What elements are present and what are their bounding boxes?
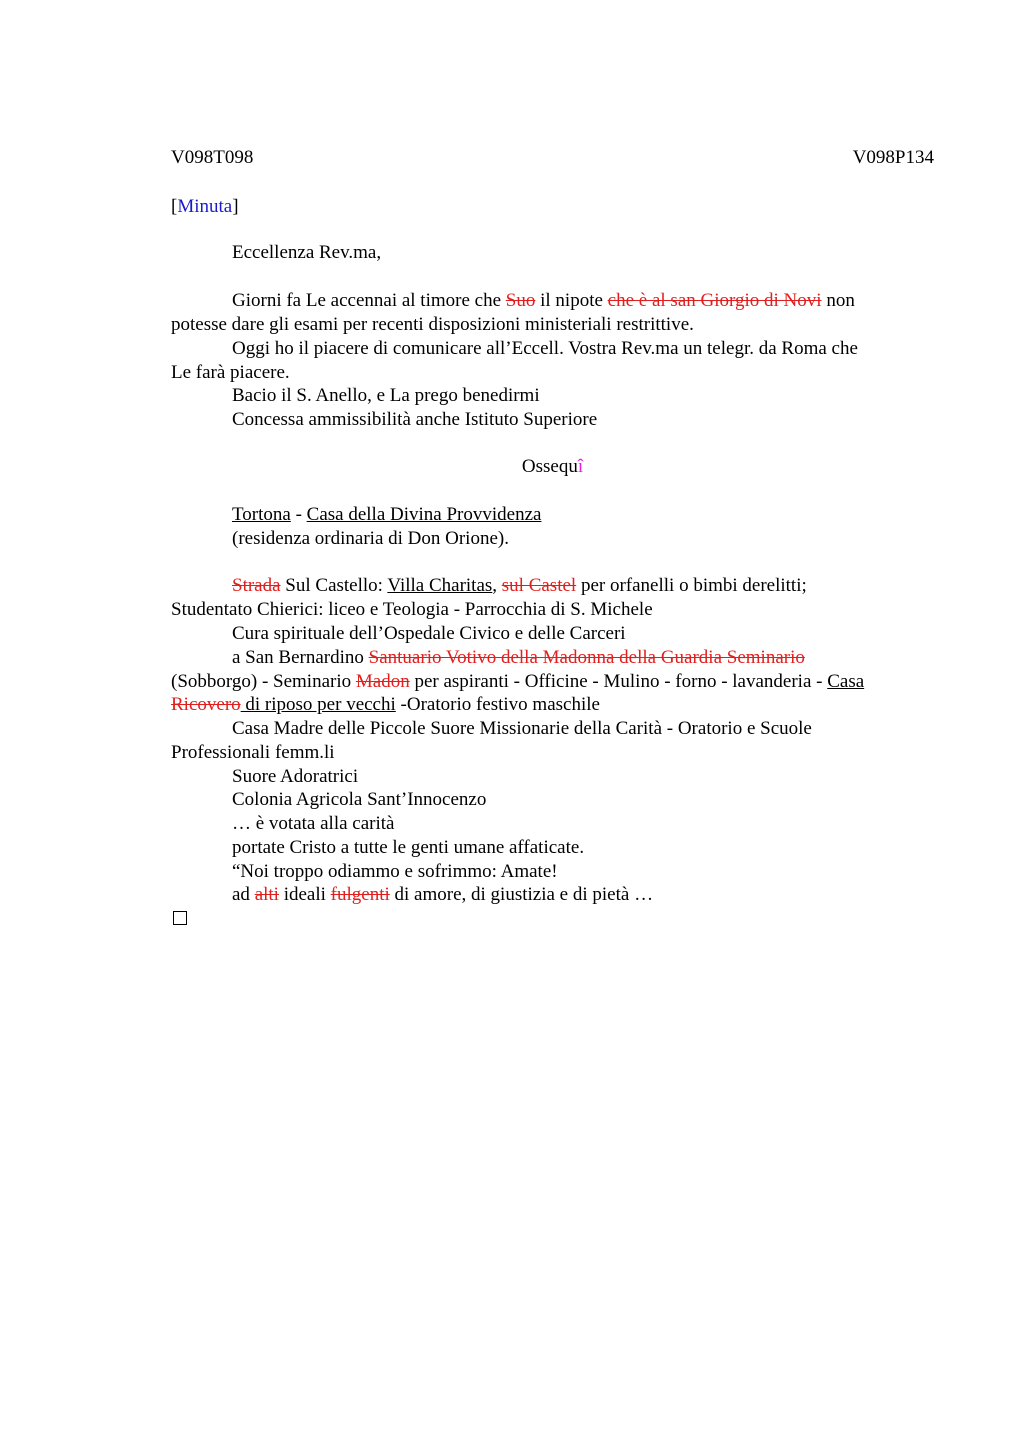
list-line-10: Colonia Agricola Sant’Innocenzo	[232, 789, 487, 810]
paragraph-2-line-2: Le farà piacere.	[171, 362, 290, 383]
end-box-icon	[173, 911, 187, 925]
list-line-2: Studentato Chierici: liceo e Teologia - Parrocchia di S. Michele	[171, 599, 653, 620]
list-line-11: … è votata alla carità	[232, 813, 395, 834]
list-line-7: Casa Madre delle Piccole Suore Missionarie della Carità - Oratorio e Scuole	[232, 718, 812, 739]
list-line-8: Professionali femm.li	[171, 742, 335, 763]
minuta-tag: [Minuta]	[171, 196, 239, 217]
salutation: Eccellenza Rev.ma,	[232, 242, 382, 263]
list-line-5: (Sobborgo) - Seminario Madon per aspiranti - Officine - Mulino - forno - lavanderia - Casa	[171, 671, 865, 692]
list-line-4: a San Bernardino Santuario Votivo della Madonna della Guardia Seminario	[232, 647, 805, 668]
document-code-right: V098P134	[852, 147, 934, 168]
paragraph-2-line-1: Oggi ho il piacere di comunicare all’Eccell. Vostra Rev.ma un telegr. da Roma che	[232, 338, 858, 359]
list-line-14: ad alti ideali fulgenti di amore, di giustizia e di pietà …	[232, 884, 654, 905]
list-line-6: Ricovero di riposo per vecchi -Oratorio festivo maschile	[171, 694, 600, 715]
paragraph-3: Bacio il S. Anello, e La prego benedirmi	[232, 385, 540, 406]
closing: Ossequî	[521, 456, 584, 477]
list-line-9: Suore Adoratrici	[232, 766, 359, 787]
paragraph-4: Concessa ammissibilità anche Istituto Superiore	[232, 409, 598, 430]
list-line-1: Strada Sul Castello: Villa Charitas, sul Castel per orfanelli o bimbi derelitti;	[232, 575, 807, 596]
document-code-left: V098T098	[171, 147, 254, 168]
paragraph-1-line-1: Giorni fa Le accennai al timore che Suo il nipote che è al san Giorgio di Novi non	[232, 290, 855, 311]
list-line-3: Cura spirituale dell’Ospedale Civico e delle Carceri	[232, 623, 626, 644]
list-line-13: “Noi troppo odiammo e sofrimmo: Amate!	[232, 861, 558, 882]
paragraph-1-line-2: potesse dare gli esami per recenti disposizioni ministeriali restrittive.	[171, 314, 694, 335]
list-line-12: portate Cristo a tutte le genti umane affaticate.	[232, 837, 585, 858]
address-line: Tortona - Casa della Divina Provvidenza	[232, 504, 542, 525]
address-note: (residenza ordinaria di Don Orione).	[232, 528, 509, 549]
